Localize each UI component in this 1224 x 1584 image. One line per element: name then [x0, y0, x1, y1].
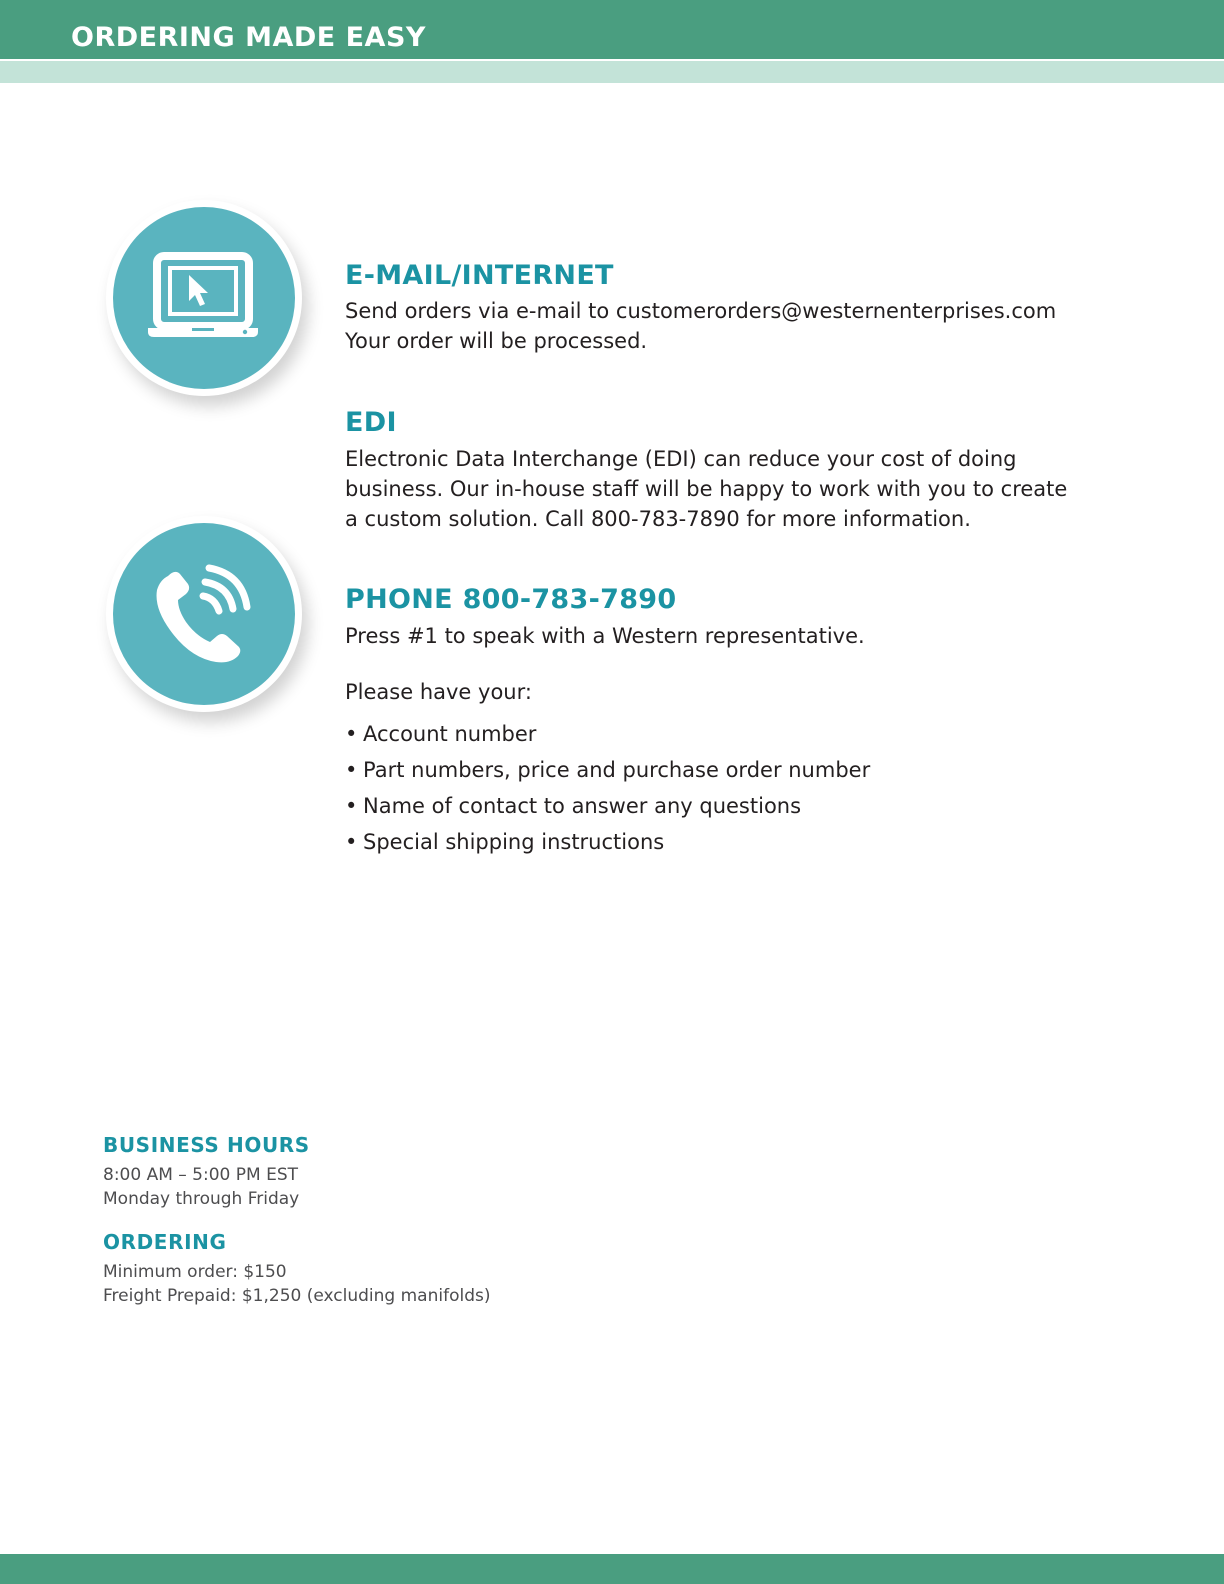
- phone-icon-badge: [106, 516, 302, 712]
- ordering-line: Minimum order: $150: [103, 1262, 287, 1282]
- phone-instruction: Press #1 to speak with a Western representative.: [345, 624, 865, 648]
- edi-line: Electronic Data Interchange (EDI) can reduce your cost of doing: [345, 447, 1017, 471]
- list-item: • Name of contact to answer any questions: [345, 794, 802, 818]
- edi-heading: EDI: [345, 407, 397, 438]
- phone-ringing-icon: [106, 516, 302, 712]
- email-icon-badge: [106, 200, 302, 396]
- ordering-text: [103, 1260, 491, 1308]
- hours-line: Monday through Friday: [103, 1189, 300, 1209]
- bullet-icon: •: [345, 794, 358, 818]
- list-item: • Part numbers, price and purchase order number: [345, 758, 871, 782]
- email-line: Send orders via e-mail to customerorders@westernenterprises.com: [345, 299, 1057, 323]
- business-hours-heading: BUSINESS HOURS: [103, 1133, 310, 1157]
- phone-intro: Please have your:: [345, 680, 532, 704]
- email-heading: E-MAIL/INTERNET: [345, 260, 614, 291]
- edi-body: [345, 444, 1068, 534]
- business-hours-text: [103, 1163, 299, 1211]
- laptop-cursor-icon: [106, 200, 302, 396]
- email-line: Your order will be processed.: [345, 329, 648, 353]
- requirements-list: [345, 720, 870, 864]
- bullet-icon: •: [345, 722, 358, 746]
- page-title: ORDERING MADE EASY: [71, 22, 426, 53]
- list-item: • Special shipping instructions: [345, 830, 665, 854]
- phone-heading: PHONE 800-783-7890: [345, 584, 677, 615]
- bullet-icon: •: [345, 830, 358, 854]
- bullet-icon: •: [345, 758, 358, 782]
- ordering-line: Freight Prepaid: $1,250 (excluding manifolds): [103, 1286, 491, 1306]
- footer-bar: [0, 1554, 1224, 1584]
- hours-line: 8:00 AM – 5:00 PM EST: [103, 1165, 299, 1185]
- ordering-heading: ORDERING: [103, 1230, 227, 1254]
- header-bar: [0, 0, 1224, 59]
- email-body: [345, 296, 1065, 356]
- list-item: • Account number: [345, 722, 537, 746]
- edi-line: a custom solution. Call 800-783-7890 for more information.: [345, 507, 971, 531]
- edi-line: business. Our in-house staff will be happy to work with you to create: [345, 477, 1068, 501]
- header-stripe: [0, 61, 1224, 83]
